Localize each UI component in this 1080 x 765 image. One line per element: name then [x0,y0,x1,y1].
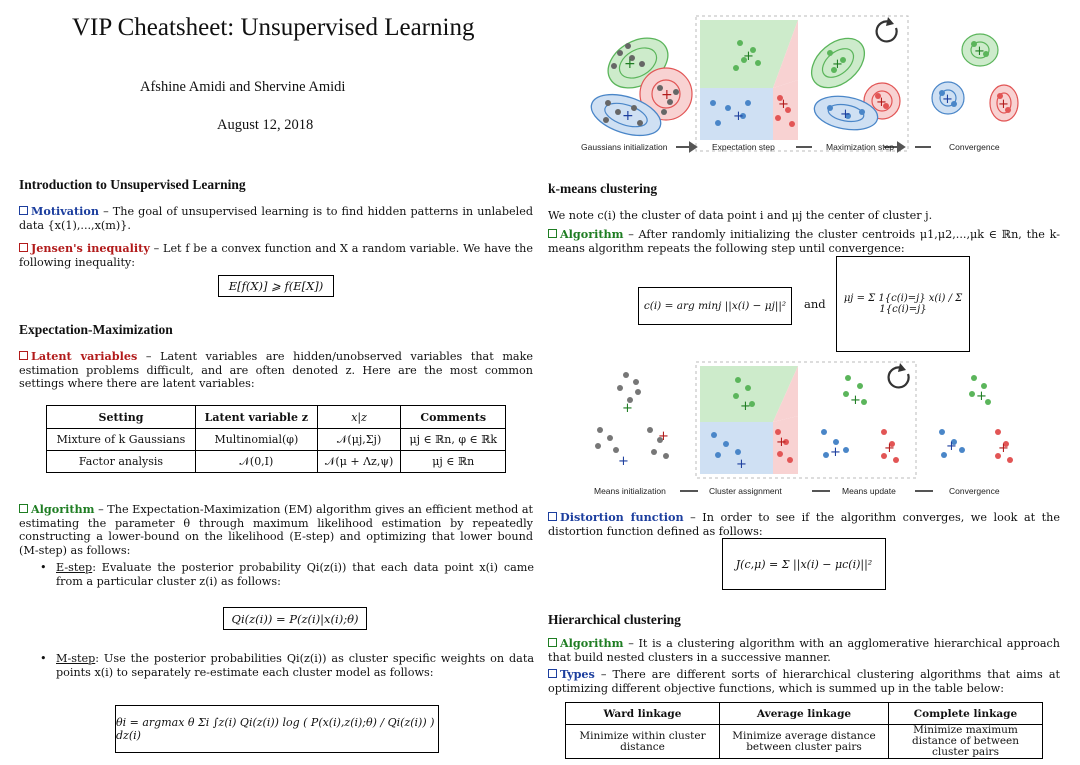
table-cell: μj ∈ ℝn, φ ∈ ℝk [401,429,506,451]
jensen-formula: E[f(X)] ⩾ f(E[X]) [218,275,334,297]
table-cell: 𝒩(μj,Σj) [317,429,401,451]
em-arrow-3 [915,146,931,148]
page-title: VIP Cheatsheet: Unsupervised Learning [72,14,475,41]
svg-text:+: + [733,109,744,124]
kmeans-assign-formula: c(i) = arg minj ||x(i) − μj||² [638,287,792,325]
jensen-paragraph: Jensen's inequality – Let f be a convex function and X a random variable. We have the following inequality: [19,241,533,269]
svg-text:+: + [832,57,843,72]
table-cell: Factor analysis [47,451,196,473]
latent-label: Latent variables [19,349,137,363]
table-cell: 𝒩(0,I) [196,451,318,473]
table-cell: Minimize within cluster distance [566,725,720,759]
km-caption-4: Convergence [949,486,1000,496]
distortion-paragraph: Distortion function – In order to see if the algorithm converges, we look at the distortion function defined as follows: [548,510,1060,538]
linkage-table [565,702,1043,759]
em-arrow-2 [796,146,812,148]
svg-text:+: + [840,107,851,122]
svg-text:+: + [830,445,841,460]
svg-text:+: + [946,439,957,454]
svg-text:+: + [998,97,1009,112]
table-cell: Multinomial(φ) [196,429,318,451]
km-arrow-2 [812,490,830,492]
km-panel-assign [696,362,916,478]
kmeans-intro: We note c(i) the cluster of data point i and μj the center of cluster j. [548,209,933,222]
types-paragraph: Types – There are different sorts of hierarchical clustering algorithms that aims at optimizing different objective functions, which is summed up in the table below: [548,667,1060,695]
km-caption-1: Means initialization [594,486,666,496]
em-caption-4: Convergence [949,142,1000,152]
hier-heading: Hierarchical clustering [548,612,681,627]
latent-table [46,405,506,473]
kmeans-mean-formula: μj = Σ 1{c(i)=j} x(i) / Σ 1{c(i)=j} [836,256,970,352]
table-cell: 𝒩(μ + Λz,ψ) [317,451,401,473]
and-text: and [804,297,826,311]
table-cell: Minimize maximum distance of between cluster pairs [889,725,1043,759]
km-panel-update [821,363,909,463]
svg-text:+: + [976,389,987,404]
em-caption-3: Maximization step [826,142,895,152]
km-arrow-3 [915,490,933,492]
table-header: Average linkage [720,703,889,725]
estep-bullet: • E-step: Evaluate the posterior probability Qi(z(i)) that each data point x(i) came from a particular cluster z(i) as follows: [40,561,534,588]
date: August 12, 2018 [217,117,314,133]
svg-text:+: + [778,97,789,112]
mstep-formula: θi = argmax θ Σi ∫z(i) Qi(z(i)) log ( P(x(i),z(i);θ) / Qi(z(i)) ) dz(i) [115,705,439,753]
svg-text:+: + [876,95,887,110]
km-arrow-1 [680,490,698,492]
svg-text:+: + [622,401,633,416]
table-cell: μj ∈ ℝn [401,451,506,473]
kmeans-algorithm-paragraph: Algorithm – After randomly initializing the cluster centroids μ1,μ2,...,μk ∈ ℝn, the k-means algorithm repeats the following step until convergence: [548,227,1060,255]
kmeans-heading: k-means clustering [548,181,658,196]
hier-algorithm-paragraph: Algorithm – It is a clustering algorithm with an agglomerative hierarchical approach that build nested clusters in a successive manner. [548,636,1060,664]
svg-text:+: + [850,393,861,408]
estep-formula: Qi(z(i)) = P(z(i)|x(i);θ) [223,607,367,630]
svg-text:+: + [658,429,669,444]
em-algorithm-label: Algorithm [19,502,95,516]
em-panel-gaussians [586,28,692,143]
km-panel-init [595,372,669,469]
em-caption-1: Gaussians initialization [581,142,668,152]
table-header: Ward linkage [566,703,720,725]
latent-paragraph: Latent variables – Latent variables are hidden/unobserved variables that make estimation problems difficult, and are often denoted z. Here are the most common settings where there are latent variables: [19,349,533,391]
hier-algorithm-label: Algorithm [548,636,624,650]
em-arrow-1 [676,146,692,148]
em-panel-convergence [932,34,1018,121]
svg-text:+: + [622,108,634,124]
svg-text:+: + [743,49,754,64]
em-heading: Expectation-Maximization [19,322,173,337]
svg-text:+: + [624,56,636,72]
authors: Afshine Amidi and Shervine Amidi [140,79,346,95]
em-caption-2: Expectation step [712,142,775,152]
em-panel-maximization [802,17,900,134]
svg-text:+: + [618,454,629,469]
motivation-label: Motivation [19,204,99,218]
svg-text:+: + [884,441,895,456]
table-header: Comments [401,406,506,429]
jensen-label: Jensen's inequality [19,241,150,255]
types-label: Types [548,667,595,681]
svg-text:+: + [942,92,953,107]
motivation-paragraph: Motivation – The goal of unsupervised learning is to find hidden patterns in unlabeled data {x(1),...,x(m)}. [19,204,533,232]
kmeans-figure [578,360,1048,480]
svg-text:+: + [740,399,751,414]
mstep-bullet: • M-step: Use the posterior probabilities Qi(z(i)) as cluster specific weights on data points x(i) to separately re-estimate each cluster model as follows: [40,652,534,679]
table-cell: Minimize average distance between cluster pairs [720,725,889,759]
table-header: Setting [47,406,196,429]
em-algorithm-paragraph: Algorithm – The Expectation-Maximization (EM) algorithm gives an efficient method at estimating the parameter θ through maximum likelihood estimation by repeatedly constructing a lower-bound on the likelihood (E-step) and optimizing that lower bound (M-step) as follows: [19,502,533,557]
table-header: x|z [317,406,401,429]
svg-text:+: + [736,457,747,472]
svg-text:+: + [661,87,673,103]
svg-text:+: + [776,435,787,450]
svg-text:+: + [974,44,985,59]
km-caption-2: Cluster assignment [709,486,782,496]
svg-text:+: + [998,441,1009,456]
table-header: Latent variable z [196,406,318,429]
km-panel-convergence [939,375,1013,463]
distortion-label: Distortion function [548,510,684,524]
table-header: Complete linkage [889,703,1043,725]
intro-heading: Introduction to Unsupervised Learning [19,177,246,192]
distortion-formula: J(c,μ) = Σ ||x(i) − μc(i)||² [722,538,886,590]
kmeans-algorithm-label: Algorithm [548,227,624,241]
km-caption-3: Means update [842,486,896,496]
table-cell: Mixture of k Gaussians [47,429,196,451]
